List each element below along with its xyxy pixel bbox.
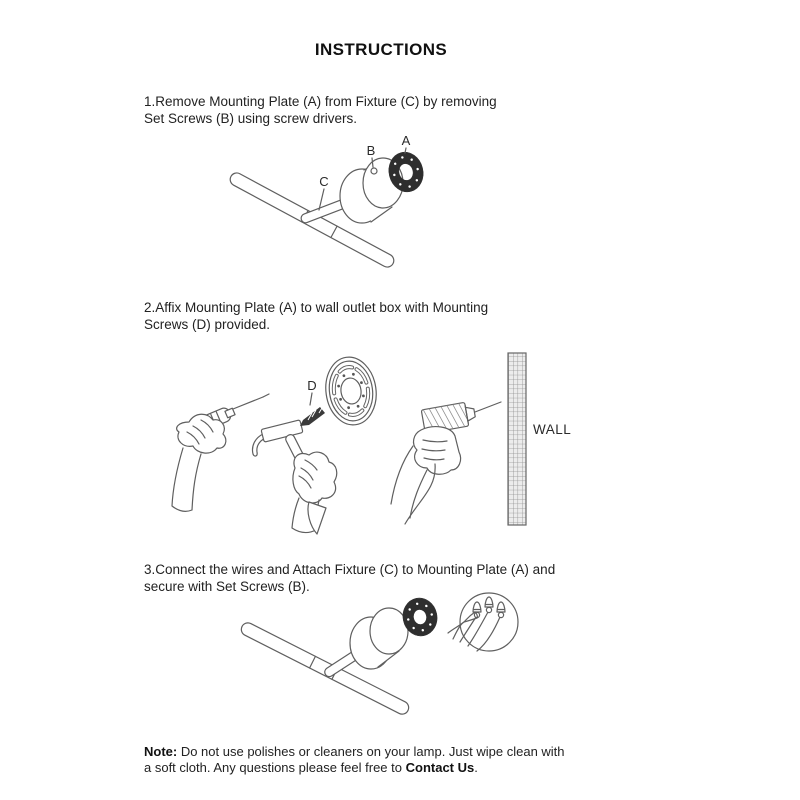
wire-detail-circle xyxy=(460,593,518,651)
mounting-plate-large xyxy=(322,354,381,428)
step-1-line-1: 1.Remove Mounting Plate (A) from Fixture (C) by removing xyxy=(144,94,497,109)
contact-us-text: Contact Us xyxy=(405,759,475,775)
step-2-line-2: Screws (D) provided. xyxy=(144,317,271,332)
label-d-text: D xyxy=(307,378,317,393)
step-3-line-2: secure with Set Screws (B). xyxy=(144,579,310,594)
fixture-canister xyxy=(350,608,408,669)
note xyxy=(144,744,614,775)
note-line-1-text: Do not use polishes or cleaners on your lamp. Just wipe clean with xyxy=(177,744,565,759)
hand-with-hammer xyxy=(252,420,336,534)
note-label: Note: xyxy=(144,744,178,759)
set-screw-hole xyxy=(371,168,377,174)
label-c-text: C xyxy=(319,174,329,189)
step-3-line-1: 3.Connect the wires and Attach Fixture (C) to Mounting Plate (A) and xyxy=(144,562,556,577)
label-a-text: A xyxy=(401,133,411,148)
wall xyxy=(508,353,526,525)
label-a xyxy=(402,133,411,153)
step-3-diagram xyxy=(225,590,545,725)
step-2-line-1: 2.Affix Mounting Plate (A) to wall outlet box with Mounting xyxy=(144,300,489,315)
screw-d xyxy=(300,407,325,426)
label-d xyxy=(307,378,316,405)
note-line-2 xyxy=(144,760,614,776)
step-1-diagram xyxy=(225,122,475,287)
step-2-text xyxy=(144,299,604,333)
hand-with-drill xyxy=(391,401,501,524)
note-line-1 xyxy=(144,744,614,760)
step-1-line-2: Set Screws (B) using screw drivers. xyxy=(144,111,358,126)
note-line-2-text: a soft cloth. Any questions please feel free to xyxy=(144,759,406,775)
note-line-2-suffix: . xyxy=(474,759,478,775)
wall-label: WALL xyxy=(533,422,572,437)
label-b-text: B xyxy=(366,143,376,158)
step-2-diagram xyxy=(145,338,575,548)
page-title: INSTRUCTIONS xyxy=(314,40,448,59)
